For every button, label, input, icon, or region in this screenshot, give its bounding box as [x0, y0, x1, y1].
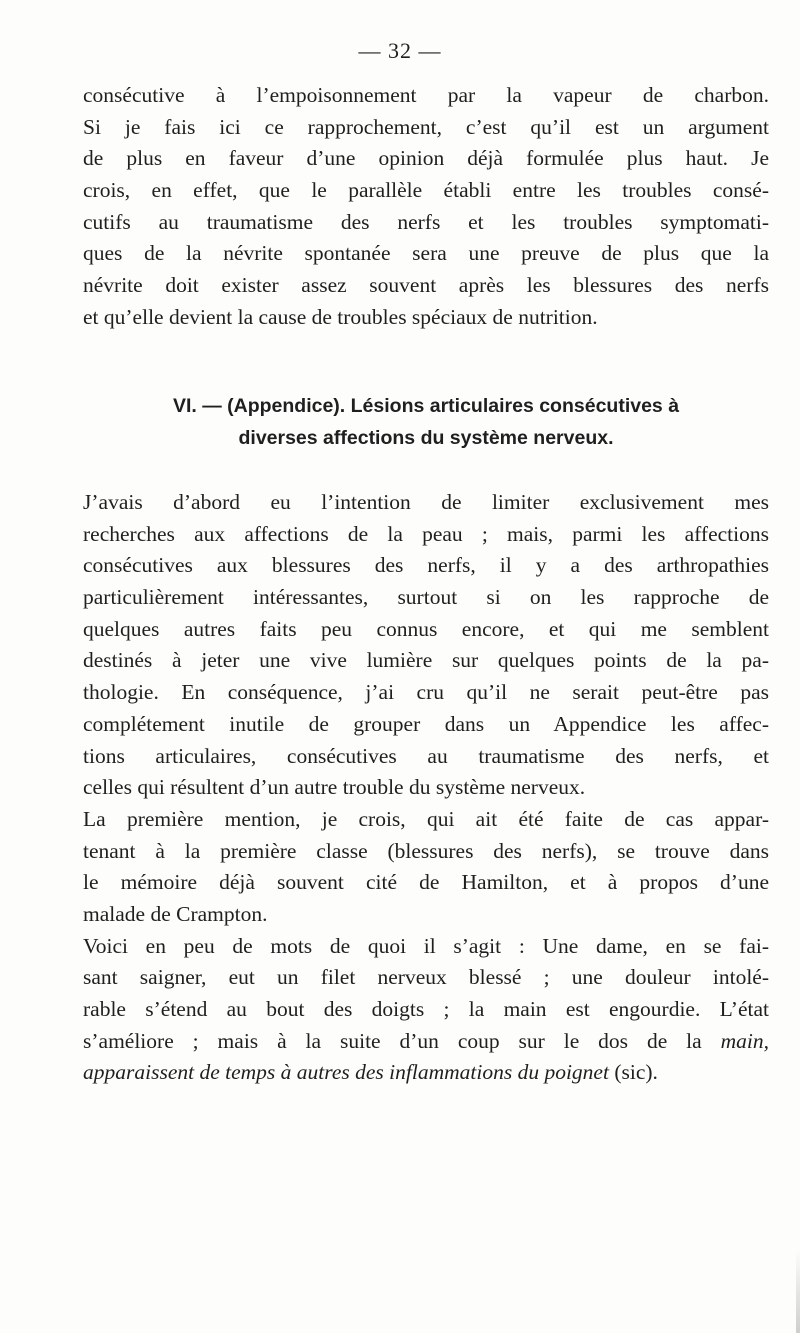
text-line: quelques autres faits peu connus encore, et qui me semblent: [83, 616, 769, 641]
text-line-with-italic: [83, 1026, 769, 1058]
text-line: La première mention, je crois, qui ait été faite de cas appar-: [83, 806, 769, 831]
text-segment: s’améliore ; mais à la suite d’un coup sur le dos de la: [83, 1028, 702, 1053]
text-line: de plus en faveur d’une opinion déjà formulée plus haut. Je: [83, 146, 769, 171]
text-segment: (sic).: [614, 1060, 658, 1085]
text-line: destinés à jeter une vive lumière sur quelques points de la pa-: [83, 648, 769, 673]
text-line: névrite doit exister assez souvent après les blessures des nerfs: [83, 273, 769, 298]
page-number: — 32 —: [358, 38, 442, 63]
section-heading: [83, 390, 769, 454]
text-line: Voici en peu de mots de quoi il s’agit : Une dame, en se fai-: [83, 933, 769, 958]
text-line: thologie. En conséquence, j’ai cru qu’il ne serait peut-être pas: [83, 680, 769, 705]
italic-word: main,: [720, 1028, 769, 1053]
heading-line-1: VI. — (Appendice). Lésions articulaires consécutives à: [172, 395, 680, 417]
text-line: le mémoire déjà souvent cité de Hamilton, et à propos d’une: [83, 870, 769, 895]
heading-line-2: diverses affections du système nerveux.: [238, 427, 614, 449]
text-line: consécutives aux blessures des nerfs, il y a des arthropathies: [83, 553, 769, 578]
text-line: rable s’étend au bout des doigts ; la main est engourdie. L’état: [83, 997, 769, 1021]
italic-line: [83, 1057, 769, 1089]
text-line: cutifs au traumatisme des nerfs et les troubles symptomati-: [83, 209, 769, 234]
paragraph-top: [83, 80, 769, 334]
text-line: tenant à la première classe (blessures des nerfs), se trouve dans: [83, 838, 769, 863]
text-line: consécutive à l’empoisonnement par la vapeur de charbon.: [83, 83, 769, 107]
text-line: malade de Crampton.: [83, 901, 268, 926]
text-line: particulièrement intéressantes, surtout si on les rapproche de: [83, 585, 769, 610]
text-line: recherches aux affections de la peau ; mais, parmi les affections: [83, 521, 769, 546]
paragraph-main: [83, 487, 769, 1089]
italic-text: apparaissent de temps à autres des inflammations du poignet: [83, 1060, 609, 1085]
text-line: ques de la névrite spontanée sera une preuve de plus que la: [83, 241, 769, 266]
text-line: celles qui résultent d’un autre trouble du système nerveux.: [83, 775, 586, 800]
scan-edge-mark: [796, 1250, 800, 1333]
text-line: Si je fais ici ce rapprochement, c’est qu’il est un argument: [83, 114, 769, 139]
text-line: et qu’elle devient la cause de troubles spéciaux de nutrition.: [83, 304, 598, 329]
text-line: tions articulaires, consécutives au traumatisme des nerfs, et: [83, 743, 769, 768]
text-line: complétement inutile de grouper dans un Appendice les affec-: [83, 711, 769, 736]
text-line: crois, en effet, que le parallèle établi entre les troubles consé-: [83, 178, 769, 203]
text-line: J’avais d’abord eu l’intention de limiter exclusivement mes: [83, 490, 769, 514]
text-line: sant saigner, eut un filet nerveux blessé ; une douleur intolé-: [83, 965, 769, 990]
